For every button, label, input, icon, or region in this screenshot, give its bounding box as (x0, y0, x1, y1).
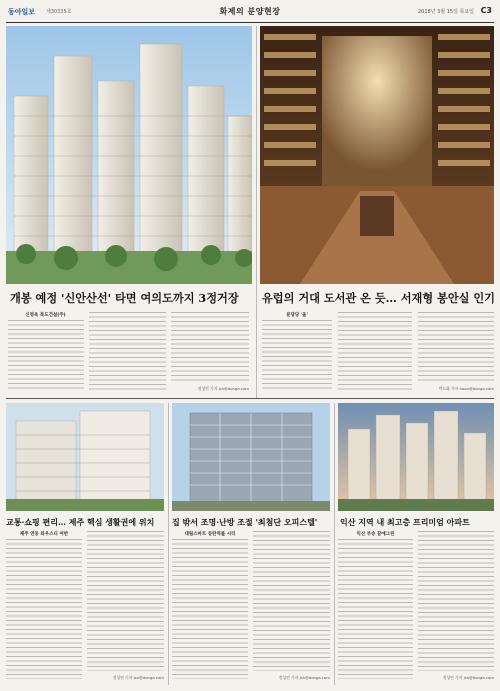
article-text-library-col1 (262, 320, 332, 392)
issue-date: 2018년 3월 15일 목요일 (417, 9, 474, 15)
subhead-iksan: 익산 부송 꿈에그린 (356, 532, 395, 537)
headline-library: 유럽의 거대 도서관 온 듯… 서재형 봉안실 인기 (262, 291, 495, 305)
apartment-rendering-photo (6, 26, 252, 284)
column-separator (168, 403, 169, 685)
article-text-jeju-col1 (6, 539, 82, 679)
credit-apartment: 정성연 기자 jsh@donga.com (197, 386, 249, 391)
credit-jeju: 정성연 기자 jsh@donga.com (112, 675, 164, 680)
issue-number: 제30335호 (46, 9, 72, 15)
article-text-apartment-col3 (171, 312, 249, 384)
iksan-apartment-photo (338, 403, 494, 511)
credit-library: 박도화 기자 hoon@donga.com (438, 386, 494, 391)
subhead-officetel: 대림스마트 동탄역를 시티 (184, 532, 236, 537)
page-header (6, 4, 494, 23)
newspaper-brand: 동아일보 (8, 8, 36, 16)
article-text-apartment-col1 (8, 320, 84, 392)
library-interior-photo (260, 26, 494, 284)
subhead-library: 분당당 '올' (286, 313, 308, 318)
column-separator (334, 403, 335, 685)
article-text-jeju-col2 (87, 531, 164, 671)
article-text-library-col2 (338, 312, 412, 392)
article-text-iksan-col2 (418, 531, 494, 671)
subhead-apartment: 신영옥 북도건설(주) (25, 313, 66, 318)
jeju-building-photo (6, 403, 164, 511)
article-text-officetel-col2 (253, 531, 330, 671)
article-text-iksan-col1 (338, 539, 413, 679)
section-divider (6, 398, 494, 399)
headline-apartment: 개봉 예정 '신안산선' 타면 여의도까지 3정거장 (10, 291, 239, 305)
headline-iksan: 익산 지역 내 최고층 프리미엄 아파트 (340, 517, 470, 527)
officetel-rendering-photo (172, 403, 330, 511)
credit-officetel: 정성연 기자 jsh@donga.com (278, 675, 330, 680)
credit-iksan: 정성연 기자 jsh@donga.com (442, 675, 494, 680)
article-text-library-col3 (418, 312, 494, 384)
article-text-officetel-col1 (172, 539, 248, 679)
article-text-apartment-col2 (89, 312, 166, 392)
column-separator (256, 26, 257, 398)
subhead-jeju: 제주 연동 와우스디 어반 (19, 532, 69, 537)
page-number: C3 (480, 6, 492, 15)
headline-jeju: 교통·쇼핑 편리… 제주 핵심 생활권에 위치 (6, 517, 155, 527)
headline-officetel: 집 밖서 조명·난방 조절 '최첨단 오피스텔' (172, 517, 318, 527)
section-title: 화제의 분양현장 (219, 7, 281, 16)
